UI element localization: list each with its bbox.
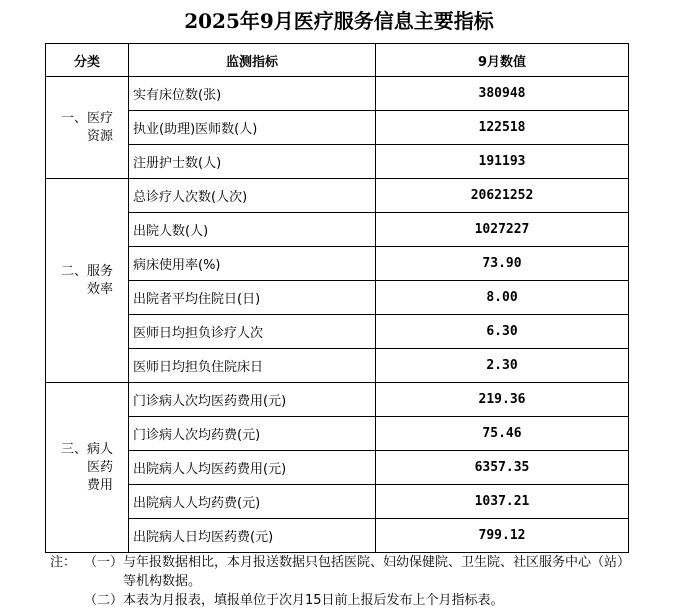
indicator-cell: 出院病人人均药费(元) — [129, 485, 376, 519]
value-cell: 1027227 — [376, 213, 629, 247]
page-title: 2025年9月医疗服务信息主要指标 — [184, 9, 494, 33]
value-cell: 20621252 — [376, 179, 629, 213]
value-cell: 2.30 — [376, 349, 629, 383]
indicator-cell: 出院病人日均医药费(元) — [129, 519, 376, 553]
indicator-cell: 出院病人人均医药费用(元) — [129, 451, 376, 485]
category-line: 一、医疗 — [60, 110, 113, 126]
category-line: 费用 — [86, 477, 113, 493]
table-row — [46, 145, 629, 179]
indicator-table — [45, 43, 629, 553]
value-cell: 191193 — [376, 145, 629, 179]
footnote-text: 本表为月报表，填报单位于次月15日前上报后发布上个月指标表。 — [123, 593, 504, 608]
value-cell: 73.90 — [376, 247, 629, 281]
footnotes — [50, 553, 640, 610]
value-cell: 6.30 — [376, 315, 629, 349]
category-cell — [46, 179, 129, 383]
category-cell — [46, 383, 129, 553]
indicator-cell: 出院人数(人) — [129, 213, 376, 247]
table-row — [46, 111, 629, 145]
category-cell — [46, 77, 129, 179]
indicator-cell: 门诊病人次均医药费用(元) — [129, 383, 376, 417]
value-cell: 122518 — [376, 111, 629, 145]
value-cell: 6357.35 — [376, 451, 629, 485]
header-category: 分类 — [46, 44, 129, 77]
value-cell: 219.36 — [376, 383, 629, 417]
value-cell: 380948 — [376, 77, 629, 111]
category-line: 二、服务 — [60, 263, 113, 279]
value-cell: 799.12 — [376, 519, 629, 553]
category-line: 资源 — [86, 128, 113, 144]
value-cell: 75.46 — [376, 417, 629, 451]
indicator-cell: 总诊疗人次数(人次) — [129, 179, 376, 213]
table-header-row — [46, 44, 629, 77]
table-row — [46, 213, 629, 247]
indicator-cell: 医师日均担负诊疗人次 — [129, 315, 376, 349]
table-row — [46, 77, 629, 111]
footnote-item — [50, 553, 640, 591]
indicator-cell: 门诊病人次均药费(元) — [129, 417, 376, 451]
header-value: 9月数值 — [376, 44, 629, 77]
value-cell: 8.00 — [376, 281, 629, 315]
indicator-cell: 实有床位数(张) — [129, 77, 376, 111]
footnote-label: 注： — [50, 555, 77, 570]
footnote-item — [50, 591, 640, 610]
table-row — [46, 247, 629, 281]
indicator-cell: 病床使用率(%) — [129, 247, 376, 281]
category-line: 效率 — [86, 281, 113, 297]
table-row — [46, 281, 629, 315]
indicator-cell: 医师日均担负住院床日 — [129, 349, 376, 383]
value-cell: 1037.21 — [376, 485, 629, 519]
table-row — [46, 383, 629, 417]
table-row — [46, 485, 629, 519]
indicator-cell: 执业(助理)医师数(人) — [129, 111, 376, 145]
header-indicator: 监测指标 — [129, 44, 376, 77]
footnote-prefix: （二） — [84, 593, 124, 608]
footnote-prefix: （一） — [84, 555, 124, 570]
table-row — [46, 179, 629, 213]
indicator-cell: 出院者平均住院日(日) — [129, 281, 376, 315]
table-row — [46, 451, 629, 485]
table-row — [46, 315, 629, 349]
category-line: 医药 — [86, 459, 113, 475]
table-row — [46, 519, 629, 553]
table-row — [46, 349, 629, 383]
table-row — [46, 417, 629, 451]
category-line: 三、病人 — [60, 441, 113, 457]
footnote-text: 与年报数据相比，本月报送数据只包括医院、妇幼保健院、卫生院、社区服务中心（站）等机构数据。 — [123, 555, 631, 589]
indicator-cell: 注册护士数(人) — [129, 145, 376, 179]
